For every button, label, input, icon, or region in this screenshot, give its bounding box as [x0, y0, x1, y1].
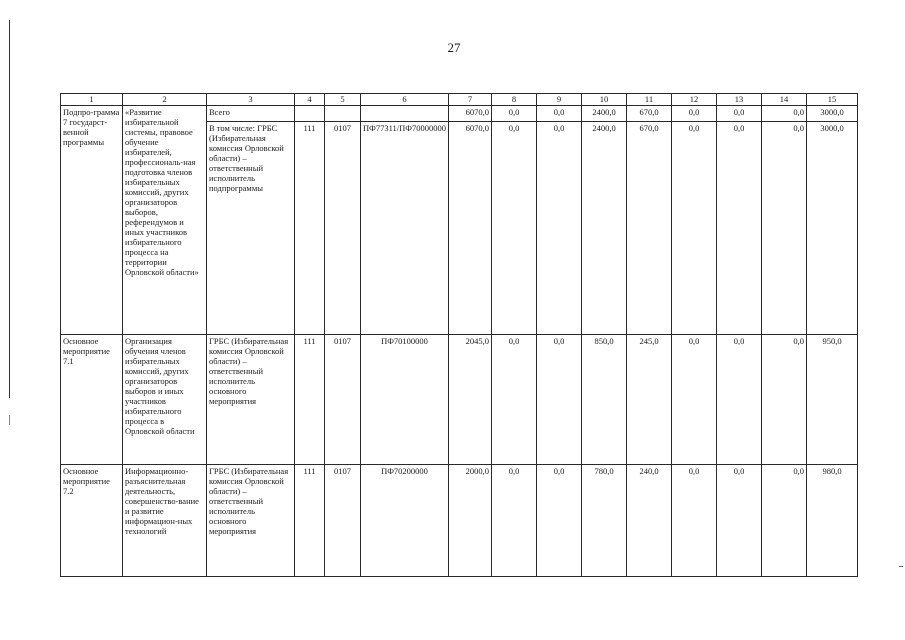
column-number: 9	[537, 94, 582, 106]
target-code: ПФ70200000	[361, 465, 449, 577]
left-margin-tick	[9, 415, 10, 425]
value-cell: 0,0	[717, 106, 762, 122]
value-cell: 780,0	[582, 465, 627, 577]
value-cell: 0,0	[717, 122, 762, 335]
executor: В том числе: ГРБС (Избирательная комиссия Орловской области) – ответственный исполнитель подпрограммы	[207, 122, 295, 335]
value-cell: 980,0	[807, 465, 858, 577]
grbs-code: 111	[295, 122, 325, 335]
value-cell: 0,0	[717, 335, 762, 465]
value-cell: 0,0	[492, 465, 537, 577]
column-number: 7	[449, 94, 492, 106]
column-number: 12	[672, 94, 717, 106]
grbs-code: 111	[295, 335, 325, 465]
value-cell: 0,0	[672, 122, 717, 335]
column-number: 10	[582, 94, 627, 106]
value-cell: 0,0	[537, 106, 582, 122]
value-cell: 0,0	[672, 465, 717, 577]
activity-name: Основное мероприятие 7.1	[61, 335, 123, 465]
value-cell: 2400,0	[582, 106, 627, 122]
activity-description: Информационно-разъяснительная деятельность, совершенство-вание и развитие информацион-ных технологий	[123, 465, 207, 577]
value-cell: 3000,0	[807, 106, 858, 122]
value-cell: 3000,0	[807, 122, 858, 335]
column-number: 3	[207, 94, 295, 106]
activity-description: Организация обучения членов избирательных комиссий, других организаторов выборов и иных участников избирательного процесса в Орловской области	[123, 335, 207, 465]
value-cell: 0,0	[717, 465, 762, 577]
value-cell: 0,0	[672, 335, 717, 465]
column-number: 5	[325, 94, 361, 106]
column-number: 1	[61, 94, 123, 106]
value-cell: 0,0	[492, 106, 537, 122]
column-number: 11	[627, 94, 672, 106]
value-cell: 6070,0	[449, 122, 492, 335]
value-cell: 670,0	[627, 106, 672, 122]
value-cell: 850,0	[582, 335, 627, 465]
program-name: Подпро-грамма 7 государст-венной программы	[61, 106, 123, 335]
table-row	[61, 335, 858, 465]
target-code: ПФ77311/ПФ70000000	[361, 122, 449, 335]
value-cell: 2400,0	[582, 122, 627, 335]
column-number: 2	[123, 94, 207, 106]
column-number: 15	[807, 94, 858, 106]
column-number: 8	[492, 94, 537, 106]
value-cell: 0,0	[537, 465, 582, 577]
value-cell: 0,0	[537, 122, 582, 335]
activity-name: Основное мероприятие 7.2	[61, 465, 123, 577]
column-number-row	[61, 94, 858, 106]
value-cell: 0,0	[492, 335, 537, 465]
grbs-code	[295, 106, 325, 122]
value-cell: 2000,0	[449, 465, 492, 577]
section-code: 0107	[325, 465, 361, 577]
page-number: 27	[447, 40, 461, 55]
target-code	[361, 106, 449, 122]
value-cell: 0,0	[762, 335, 807, 465]
executor: ГРБС (Избирательная комиссия Орловской области) – ответственный исполнитель основного мероприятия	[207, 335, 295, 465]
value-cell: 950,0	[807, 335, 858, 465]
column-number: 4	[295, 94, 325, 106]
value-cell: 0,0	[762, 122, 807, 335]
section-code	[325, 106, 361, 122]
column-number: 6	[361, 94, 449, 106]
budget-table	[60, 93, 858, 577]
right-margin-mark	[899, 566, 903, 567]
table-row	[61, 465, 858, 577]
table-row	[61, 106, 858, 122]
value-cell: 0,0	[492, 122, 537, 335]
value-cell: 240,0	[627, 465, 672, 577]
column-number: 13	[717, 94, 762, 106]
column-number: 14	[762, 94, 807, 106]
value-cell: 0,0	[672, 106, 717, 122]
value-cell: 0,0	[762, 465, 807, 577]
value-cell: 0,0	[537, 335, 582, 465]
value-cell: 670,0	[627, 122, 672, 335]
target-code: ПФ70100000	[361, 335, 449, 465]
value-cell: 245,0	[627, 335, 672, 465]
executor: ГРБС (Избирательная комиссия Орловской области) – ответственный исполнитель основного мероприятия	[207, 465, 295, 577]
section-code: 0107	[325, 122, 361, 335]
program-description: «Развитие избирательной системы, правовое обучение избирателей, профессиональ-ная подготовка членов избирательных комиссий, других организаторов выборов, референдумов и иных участников избирательного процесса на территории Орловской области»	[123, 106, 207, 335]
value-cell: 2045,0	[449, 335, 492, 465]
grbs-code: 111	[295, 465, 325, 577]
value-cell: 6070,0	[449, 106, 492, 122]
value-cell: 0,0	[762, 106, 807, 122]
section-code: 0107	[325, 335, 361, 465]
left-margin-line	[9, 20, 10, 398]
executor: Всего	[207, 106, 295, 122]
